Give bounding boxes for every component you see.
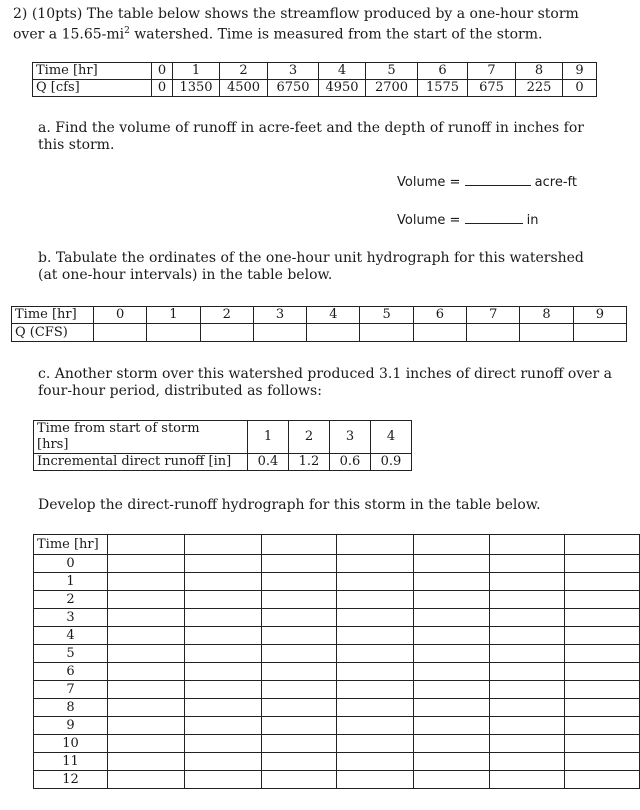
streamflow-time-cell: 6: [418, 63, 468, 80]
direct-runoff-input[interactable]: [489, 735, 564, 753]
direct-runoff-time-cell: 6: [34, 663, 108, 681]
direct-runoff-input[interactable]: [262, 591, 337, 609]
direct-runoff-input[interactable]: [489, 717, 564, 735]
streamflow-flow-cell: 0: [563, 80, 597, 97]
direct-runoff-table: [33, 534, 640, 789]
rainfall-hour-cell: 4: [371, 421, 412, 454]
rainfall-runoff-row: [34, 454, 412, 471]
direct-runoff-input[interactable]: [564, 591, 639, 609]
direct-runoff-time-cell: 5: [34, 645, 108, 663]
unit-hydrograph-q-input[interactable]: [253, 324, 306, 342]
unit-hydrograph-time-cell: 3: [253, 307, 306, 324]
direct-runoff-input[interactable]: [489, 645, 564, 663]
direct-runoff-header-input[interactable]: [262, 535, 337, 555]
unit-hydrograph-table: [11, 306, 627, 342]
direct-runoff-input[interactable]: [337, 591, 414, 609]
direct-runoff-input[interactable]: [337, 753, 414, 771]
part-b-line-2: (at one-hour intervals) in the table below.: [38, 267, 333, 283]
problem-line-1: 2) (10pts) The table below shows the streamflow produced by a one-hour storm: [13, 6, 579, 22]
direct-runoff-input[interactable]: [108, 573, 185, 591]
direct-runoff-input[interactable]: [414, 555, 489, 573]
streamflow-flow-cell: 6750: [268, 80, 319, 97]
direct-runoff-input[interactable]: [489, 555, 564, 573]
streamflow-time-cell: 0: [152, 63, 173, 80]
part-a-text: [38, 120, 584, 154]
direct-runoff-row: [34, 753, 640, 771]
streamflow-time-cell: 8: [516, 63, 563, 80]
volume-in-row: [397, 213, 539, 228]
streamflow-time-cell: 5: [366, 63, 418, 80]
part-c-line-2: four-hour period, distributed as follows:: [38, 383, 322, 399]
streamflow-flow-cell: 675: [468, 80, 516, 97]
direct-runoff-input[interactable]: [414, 591, 489, 609]
direct-runoff-input[interactable]: [564, 555, 639, 573]
direct-runoff-input[interactable]: [489, 699, 564, 717]
rainfall-runoff-label: Incremental direct runoff [in]: [34, 454, 248, 471]
unit-hydrograph-time-cell: 1: [147, 307, 200, 324]
direct-runoff-input[interactable]: [262, 717, 337, 735]
streamflow-table: [32, 62, 597, 97]
direct-runoff-input[interactable]: [414, 627, 489, 645]
unit-hydrograph-time-label: Time [hr]: [12, 307, 94, 324]
unit-hydrograph-time-cell: 6: [413, 307, 466, 324]
direct-runoff-row: [34, 663, 640, 681]
direct-runoff-input[interactable]: [108, 681, 185, 699]
direct-runoff-input[interactable]: [185, 753, 262, 771]
direct-runoff-input[interactable]: [489, 771, 564, 789]
rainfall-runoff-cell: 0.4: [248, 454, 289, 471]
direct-runoff-input[interactable]: [414, 663, 489, 681]
direct-runoff-row: [34, 717, 640, 735]
streamflow-flow-cell: 1350: [173, 80, 220, 97]
direct-runoff-input[interactable]: [108, 663, 185, 681]
part-b-line-1: b. Tabulate the ordinates of the one-hour unit hydrograph for this watershed: [38, 250, 584, 266]
unit-hydrograph-q-input[interactable]: [94, 324, 147, 342]
direct-runoff-time-cell: 7: [34, 681, 108, 699]
direct-runoff-time-cell: 2: [34, 591, 108, 609]
direct-runoff-input[interactable]: [108, 717, 185, 735]
unit-hydrograph-q-input[interactable]: [307, 324, 360, 342]
volume-acre-ft-unit: acre-ft: [534, 175, 577, 190]
direct-runoff-input[interactable]: [185, 609, 262, 627]
streamflow-time-row: [33, 63, 597, 80]
direct-runoff-input[interactable]: [414, 681, 489, 699]
streamflow-time-cell: 2: [220, 63, 268, 80]
direct-runoff-input[interactable]: [262, 735, 337, 753]
direct-runoff-time-cell: 1: [34, 573, 108, 591]
direct-runoff-header-input[interactable]: [414, 535, 489, 555]
direct-runoff-input[interactable]: [262, 627, 337, 645]
streamflow-time-cell: 4: [319, 63, 366, 80]
streamflow-time-label: Time [hr]: [33, 63, 152, 80]
direct-runoff-input[interactable]: [337, 627, 414, 645]
unit-hydrograph-q-input[interactable]: [360, 324, 413, 342]
direct-runoff-input[interactable]: [564, 699, 639, 717]
direct-runoff-time-cell: 4: [34, 627, 108, 645]
direct-runoff-input[interactable]: [262, 573, 337, 591]
volume-acre-ft-row: [397, 175, 577, 190]
direct-runoff-input[interactable]: [564, 609, 639, 627]
streamflow-q-label: Q [cfs]: [33, 80, 152, 97]
direct-runoff-input[interactable]: [337, 663, 414, 681]
direct-runoff-time-cell: 9: [34, 717, 108, 735]
direct-runoff-input[interactable]: [185, 591, 262, 609]
direct-runoff-input[interactable]: [262, 555, 337, 573]
problem-statement: [13, 6, 579, 44]
unit-hydrograph-time-cell: 5: [360, 307, 413, 324]
direct-runoff-input[interactable]: [108, 645, 185, 663]
direct-runoff-input[interactable]: [262, 771, 337, 789]
streamflow-time-cell: 9: [563, 63, 597, 80]
streamflow-flow-cell: 4950: [319, 80, 366, 97]
direct-runoff-header-input[interactable]: [108, 535, 185, 555]
direct-runoff-input[interactable]: [414, 735, 489, 753]
direct-runoff-input[interactable]: [414, 717, 489, 735]
direct-runoff-input[interactable]: [262, 699, 337, 717]
direct-runoff-input[interactable]: [108, 609, 185, 627]
unit-hydrograph-time-cell: 0: [94, 307, 147, 324]
direct-runoff-input[interactable]: [564, 735, 639, 753]
rainfall-hour-cell: 1: [248, 421, 289, 454]
direct-runoff-input[interactable]: [108, 771, 185, 789]
direct-runoff-input[interactable]: [108, 627, 185, 645]
direct-runoff-input[interactable]: [185, 663, 262, 681]
direct-runoff-input[interactable]: [489, 627, 564, 645]
direct-runoff-input[interactable]: [564, 753, 639, 771]
direct-runoff-input[interactable]: [185, 699, 262, 717]
problem-line-2: over a $15.65-mi^2$ watershed. Time is measured from the start of the storm.: [13, 26, 543, 43]
rainfall-runoff-cell: 0.6: [330, 454, 371, 471]
rainfall-hour-row: [34, 421, 412, 454]
direct-runoff-header-input[interactable]: [489, 535, 564, 555]
rainfall-runoff-cell: 0.9: [371, 454, 412, 471]
unit-hydrograph-time-row: [12, 307, 627, 324]
direct-runoff-input[interactable]: [564, 771, 639, 789]
direct-runoff-header-input[interactable]: [564, 535, 639, 555]
rainfall-hour-cell: 3: [330, 421, 371, 454]
direct-runoff-input[interactable]: [414, 771, 489, 789]
direct-runoff-input[interactable]: [337, 555, 414, 573]
volume-acre-ft-label: Volume =: [397, 175, 461, 190]
direct-runoff-time-cell: 3: [34, 609, 108, 627]
direct-runoff-header-input[interactable]: [337, 535, 414, 555]
volume-in-label: Volume =: [397, 213, 461, 228]
direct-runoff-input[interactable]: [262, 681, 337, 699]
direct-runoff-input[interactable]: [564, 717, 639, 735]
unit-hydrograph-q-label: Q (CFS): [12, 324, 94, 342]
direct-runoff-row: [34, 609, 640, 627]
direct-runoff-input[interactable]: [185, 717, 262, 735]
direct-runoff-input[interactable]: [262, 609, 337, 627]
direct-runoff-input[interactable]: [108, 555, 185, 573]
direct-runoff-header-row: [34, 535, 640, 555]
develop-instruction: Develop the direct-runoff hydrograph for this storm in the table below.: [38, 497, 541, 513]
unit-hydrograph-q-input[interactable]: [573, 324, 626, 342]
direct-runoff-input[interactable]: [414, 753, 489, 771]
direct-runoff-input[interactable]: [564, 681, 639, 699]
unit-hydrograph-time-cell: 7: [467, 307, 520, 324]
direct-runoff-time-cell: 0: [34, 555, 108, 573]
streamflow-time-cell: 1: [173, 63, 220, 80]
direct-runoff-input[interactable]: [564, 663, 639, 681]
part-c-text: [38, 366, 612, 400]
direct-runoff-input[interactable]: [489, 573, 564, 591]
direct-runoff-input[interactable]: [185, 735, 262, 753]
direct-runoff-row: [34, 591, 640, 609]
rainfall-runoff-cell: 1.2: [289, 454, 330, 471]
unit-hydrograph-q-row: [12, 324, 627, 342]
rainfall-hour-cell: 2: [289, 421, 330, 454]
unit-hydrograph-time-cell: 4: [307, 307, 360, 324]
direct-runoff-row: [34, 735, 640, 753]
volume-in-unit: in: [526, 213, 539, 228]
direct-runoff-input[interactable]: [337, 681, 414, 699]
direct-runoff-input[interactable]: [414, 645, 489, 663]
streamflow-flow-cell: 225: [516, 80, 563, 97]
rainfall-hour-label: Time from start of storm [hrs]: [34, 421, 248, 454]
direct-runoff-input[interactable]: [489, 681, 564, 699]
direct-runoff-input[interactable]: [489, 753, 564, 771]
streamflow-time-cell: 3: [268, 63, 319, 80]
direct-runoff-input[interactable]: [337, 699, 414, 717]
unit-hydrograph-q-input[interactable]: [147, 324, 200, 342]
part-a-line-1: a. Find the volume of runoff in acre-feet and the depth of runoff in inches for: [38, 120, 584, 136]
direct-runoff-time-cell: 12: [34, 771, 108, 789]
direct-runoff-input[interactable]: [108, 591, 185, 609]
direct-runoff-row: [34, 771, 640, 789]
direct-runoff-time-cell: 10: [34, 735, 108, 753]
direct-runoff-input[interactable]: [262, 645, 337, 663]
unit-hydrograph-time-cell: 2: [200, 307, 253, 324]
part-b-text: [38, 250, 584, 284]
direct-runoff-row: [34, 627, 640, 645]
direct-runoff-input[interactable]: [337, 645, 414, 663]
direct-runoff-input[interactable]: [564, 627, 639, 645]
unit-hydrograph-q-input[interactable]: [200, 324, 253, 342]
unit-hydrograph-time-cell: 8: [520, 307, 573, 324]
unit-hydrograph-q-input[interactable]: [520, 324, 573, 342]
direct-runoff-input[interactable]: [185, 555, 262, 573]
direct-runoff-input[interactable]: [337, 771, 414, 789]
unit-hydrograph-time-cell: 9: [573, 307, 626, 324]
direct-runoff-input[interactable]: [108, 699, 185, 717]
direct-runoff-row: [34, 645, 640, 663]
direct-runoff-input[interactable]: [262, 753, 337, 771]
direct-runoff-time-cell: 8: [34, 699, 108, 717]
rainfall-table: [33, 420, 412, 471]
part-c-line-1: c. Another storm over this watershed produced 3.1 inches of direct runoff over a: [38, 366, 613, 382]
direct-runoff-input[interactable]: [489, 663, 564, 681]
streamflow-flow-cell: 2700: [366, 80, 418, 97]
streamflow-q-row: [33, 80, 597, 97]
direct-runoff-input[interactable]: [489, 591, 564, 609]
direct-runoff-header-input[interactable]: [185, 535, 262, 555]
direct-runoff-input[interactable]: [414, 573, 489, 591]
unit-hydrograph-q-input[interactable]: [413, 324, 466, 342]
direct-runoff-input[interactable]: [108, 753, 185, 771]
direct-runoff-input[interactable]: [414, 699, 489, 717]
direct-runoff-input[interactable]: [489, 609, 564, 627]
direct-runoff-input[interactable]: [108, 735, 185, 753]
direct-runoff-input[interactable]: [185, 573, 262, 591]
direct-runoff-row: [34, 681, 640, 699]
direct-runoff-row: [34, 573, 640, 591]
direct-runoff-input[interactable]: [185, 627, 262, 645]
direct-runoff-input[interactable]: [262, 663, 337, 681]
unit-hydrograph-q-input[interactable]: [467, 324, 520, 342]
direct-runoff-input[interactable]: [337, 609, 414, 627]
streamflow-time-cell: 7: [468, 63, 516, 80]
direct-runoff-row: [34, 555, 640, 573]
direct-runoff-time-cell: 11: [34, 753, 108, 771]
streamflow-flow-cell: 0: [152, 80, 173, 97]
direct-runoff-row: [34, 699, 640, 717]
volume-acre-ft-blank[interactable]: [465, 185, 531, 186]
part-a-line-2: this storm.: [38, 137, 115, 153]
direct-runoff-input[interactable]: [337, 717, 414, 735]
direct-runoff-input[interactable]: [564, 645, 639, 663]
streamflow-flow-cell: 1575: [418, 80, 468, 97]
direct-runoff-input[interactable]: [185, 771, 262, 789]
direct-runoff-time-label: Time [hr]: [34, 535, 108, 555]
direct-runoff-input[interactable]: [185, 645, 262, 663]
direct-runoff-input[interactable]: [414, 609, 489, 627]
direct-runoff-input[interactable]: [564, 573, 639, 591]
direct-runoff-input[interactable]: [337, 573, 414, 591]
volume-in-blank[interactable]: [465, 223, 523, 224]
direct-runoff-input[interactable]: [337, 735, 414, 753]
streamflow-flow-cell: 4500: [220, 80, 268, 97]
direct-runoff-input[interactable]: [185, 681, 262, 699]
